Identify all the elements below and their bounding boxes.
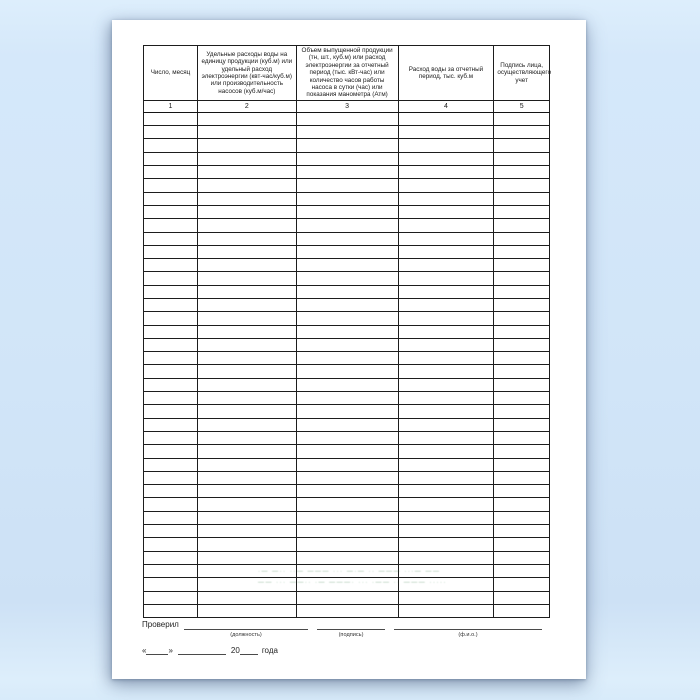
empty-cell xyxy=(494,418,550,431)
empty-cell xyxy=(494,192,550,205)
empty-cell xyxy=(144,179,198,192)
table-row xyxy=(144,312,550,325)
empty-cell xyxy=(398,166,494,179)
empty-cell xyxy=(197,126,296,139)
position-signature-field xyxy=(184,620,308,638)
empty-cell xyxy=(494,259,550,272)
empty-cell xyxy=(144,498,198,511)
empty-cell xyxy=(398,564,494,577)
column-number: 2 xyxy=(197,100,296,112)
column-number: 5 xyxy=(494,100,550,112)
table-row xyxy=(144,485,550,498)
signature-hint: (подпись) xyxy=(338,631,364,638)
empty-cell xyxy=(398,431,494,444)
empty-cell xyxy=(296,285,398,298)
checked-by-label: Проверил xyxy=(142,620,179,629)
empty-cell xyxy=(197,378,296,391)
table-row xyxy=(144,112,550,125)
empty-cell xyxy=(296,166,398,179)
table-row xyxy=(144,498,550,511)
empty-cell xyxy=(197,232,296,245)
table-row xyxy=(144,325,550,338)
empty-cell xyxy=(144,245,198,258)
table-row xyxy=(144,418,550,431)
empty-cell xyxy=(398,299,494,312)
empty-cell xyxy=(197,591,296,604)
empty-cell xyxy=(296,192,398,205)
empty-cell xyxy=(144,352,198,365)
empty-cell xyxy=(296,312,398,325)
empty-cell xyxy=(398,312,494,325)
empty-cell xyxy=(494,245,550,258)
table-row xyxy=(144,525,550,538)
empty-cell xyxy=(197,219,296,232)
year-century: 20 xyxy=(230,646,240,655)
table-row xyxy=(144,192,550,205)
empty-cell xyxy=(144,485,198,498)
table-row xyxy=(144,126,550,139)
empty-cell xyxy=(398,192,494,205)
empty-cell xyxy=(197,338,296,351)
empty-cell xyxy=(494,179,550,192)
table-row xyxy=(144,139,550,152)
empty-cell xyxy=(494,445,550,458)
empty-cell xyxy=(398,405,494,418)
empty-cell xyxy=(296,511,398,524)
empty-cell xyxy=(296,431,398,444)
column-number-row xyxy=(144,100,550,112)
empty-cell xyxy=(144,445,198,458)
empty-cell xyxy=(197,458,296,471)
open-quote: « xyxy=(142,646,147,655)
empty-cell xyxy=(296,458,398,471)
empty-cell xyxy=(197,405,296,418)
empty-cell xyxy=(494,152,550,165)
empty-cell xyxy=(398,272,494,285)
table-row xyxy=(144,564,550,577)
empty-cell xyxy=(144,139,198,152)
footer-signature-block xyxy=(142,620,554,670)
empty-cell xyxy=(144,578,198,591)
empty-cell xyxy=(144,405,198,418)
empty-cell xyxy=(494,139,550,152)
empty-cell xyxy=(296,405,398,418)
year-blank-line xyxy=(240,646,258,655)
empty-cell xyxy=(398,112,494,125)
empty-cell xyxy=(494,285,550,298)
empty-cell xyxy=(494,591,550,604)
empty-cell xyxy=(144,392,198,405)
empty-cell xyxy=(197,205,296,218)
empty-cell xyxy=(296,272,398,285)
empty-cell xyxy=(144,112,198,125)
empty-cell xyxy=(398,325,494,338)
table-row xyxy=(144,604,550,617)
empty-cell xyxy=(398,392,494,405)
water-consumption-record-table xyxy=(143,45,550,618)
empty-cell xyxy=(296,112,398,125)
empty-cell xyxy=(197,498,296,511)
empty-cell xyxy=(296,338,398,351)
empty-cell xyxy=(494,378,550,391)
empty-cell xyxy=(197,511,296,524)
empty-cell xyxy=(494,299,550,312)
table-row xyxy=(144,179,550,192)
empty-cell xyxy=(197,392,296,405)
empty-cell xyxy=(398,498,494,511)
empty-cell xyxy=(144,126,198,139)
empty-cell xyxy=(494,458,550,471)
empty-cell xyxy=(398,378,494,391)
empty-cell xyxy=(144,166,198,179)
empty-cell xyxy=(494,365,550,378)
empty-cell xyxy=(494,431,550,444)
empty-cell xyxy=(296,245,398,258)
table-header xyxy=(144,46,550,113)
empty-cell xyxy=(296,498,398,511)
empty-cell xyxy=(494,126,550,139)
empty-cell xyxy=(197,538,296,551)
empty-cell xyxy=(398,538,494,551)
empty-cell xyxy=(398,511,494,524)
empty-cell xyxy=(494,564,550,577)
empty-cell xyxy=(197,152,296,165)
table-row xyxy=(144,166,550,179)
empty-cell xyxy=(296,445,398,458)
empty-cell xyxy=(398,471,494,484)
table-row xyxy=(144,338,550,351)
table-row xyxy=(144,285,550,298)
empty-cell xyxy=(144,232,198,245)
empty-cell xyxy=(296,392,398,405)
document-page xyxy=(112,20,586,679)
table-row xyxy=(144,431,550,444)
table-row xyxy=(144,219,550,232)
empty-cell xyxy=(398,365,494,378)
empty-cell xyxy=(144,325,198,338)
column-header-date: Число, месяц xyxy=(144,46,198,101)
empty-cell xyxy=(296,259,398,272)
column-header-signature: Подпись лица, осуществляющего учет xyxy=(494,46,550,101)
table-row xyxy=(144,392,550,405)
empty-cell xyxy=(398,245,494,258)
empty-cell xyxy=(494,405,550,418)
empty-cell xyxy=(197,312,296,325)
empty-cell xyxy=(296,299,398,312)
column-number: 4 xyxy=(398,100,494,112)
table-row xyxy=(144,591,550,604)
watermark-line: —— ··· ——·· ·— ———· ··· ·—— ·· ——— ····· xyxy=(258,580,447,586)
empty-cell xyxy=(296,578,398,591)
full-name-hint: (ф.и.о.) xyxy=(458,631,478,638)
empty-cell xyxy=(144,525,198,538)
empty-cell xyxy=(494,232,550,245)
empty-cell xyxy=(398,126,494,139)
table-row xyxy=(144,365,550,378)
empty-cell xyxy=(494,511,550,524)
table-row xyxy=(144,245,550,258)
table-row xyxy=(144,232,550,245)
table-row xyxy=(144,471,550,484)
empty-cell xyxy=(197,139,296,152)
empty-cell xyxy=(144,551,198,564)
empty-cell xyxy=(494,392,550,405)
empty-cell xyxy=(144,511,198,524)
empty-cell xyxy=(144,192,198,205)
empty-cell xyxy=(197,365,296,378)
empty-cell xyxy=(296,418,398,431)
signature-blank-line xyxy=(317,620,385,630)
table-row xyxy=(144,458,550,471)
empty-cell xyxy=(296,564,398,577)
empty-cell xyxy=(197,352,296,365)
table-row xyxy=(144,405,550,418)
signature-field xyxy=(317,620,385,638)
table-row xyxy=(144,205,550,218)
empty-cell xyxy=(197,445,296,458)
empty-cell xyxy=(197,525,296,538)
empty-cell xyxy=(398,485,494,498)
empty-cell xyxy=(296,232,398,245)
column-number: 1 xyxy=(144,100,198,112)
empty-cell xyxy=(398,578,494,591)
date-line xyxy=(142,646,278,655)
column-number: 3 xyxy=(296,100,398,112)
empty-cell xyxy=(398,591,494,604)
table-row xyxy=(144,378,550,391)
empty-cell xyxy=(398,219,494,232)
empty-cell xyxy=(197,551,296,564)
empty-cell xyxy=(494,166,550,179)
empty-cell xyxy=(494,272,550,285)
column-header-output-volume: Объем выпущенной продукции (тн, шт., куб.м) или расход электроэнергии за отчетный период (тыс. кВт-час) или количество часов работы насоса в сутки (час) или показания манометра (Атм) xyxy=(296,46,398,101)
position-blank-line xyxy=(184,620,308,630)
empty-cell xyxy=(398,445,494,458)
empty-cell xyxy=(296,525,398,538)
empty-cell xyxy=(398,139,494,152)
empty-cell xyxy=(296,352,398,365)
table-row xyxy=(144,445,550,458)
empty-cell xyxy=(398,259,494,272)
empty-cell xyxy=(494,312,550,325)
empty-cell xyxy=(296,591,398,604)
empty-cell xyxy=(144,431,198,444)
empty-cell xyxy=(144,259,198,272)
empty-cell xyxy=(197,166,296,179)
empty-cell xyxy=(398,179,494,192)
empty-cell xyxy=(494,525,550,538)
empty-cell xyxy=(197,299,296,312)
empty-cell xyxy=(197,245,296,258)
empty-cell xyxy=(144,591,198,604)
empty-cell xyxy=(197,564,296,577)
table-row xyxy=(144,299,550,312)
position-hint: (должность) xyxy=(230,631,262,638)
empty-cell xyxy=(197,325,296,338)
empty-cell xyxy=(197,418,296,431)
empty-cell xyxy=(197,272,296,285)
empty-cell xyxy=(494,352,550,365)
empty-cell xyxy=(296,139,398,152)
empty-cell xyxy=(197,285,296,298)
empty-cell xyxy=(398,418,494,431)
table-row xyxy=(144,272,550,285)
table-row xyxy=(144,551,550,564)
empty-cell xyxy=(494,338,550,351)
empty-cell xyxy=(197,431,296,444)
table-row xyxy=(144,152,550,165)
column-header-water-consumption: Расход воды за отчетный период, тыс. куб.м xyxy=(398,46,494,101)
empty-cell xyxy=(398,338,494,351)
empty-cell xyxy=(296,325,398,338)
empty-cell xyxy=(144,152,198,165)
empty-cell xyxy=(398,525,494,538)
empty-cell xyxy=(398,458,494,471)
empty-cell xyxy=(296,604,398,617)
empty-cell xyxy=(144,365,198,378)
empty-cell xyxy=(398,604,494,617)
empty-cell xyxy=(144,299,198,312)
empty-cell xyxy=(144,604,198,617)
empty-cell xyxy=(296,378,398,391)
close-quote: » xyxy=(168,646,173,655)
empty-cell xyxy=(398,551,494,564)
empty-cell xyxy=(494,538,550,551)
empty-cell xyxy=(494,578,550,591)
empty-cell xyxy=(144,272,198,285)
empty-cell xyxy=(494,485,550,498)
empty-cell xyxy=(296,485,398,498)
empty-cell xyxy=(144,538,198,551)
year-suffix: года xyxy=(261,646,278,655)
table-row xyxy=(144,538,550,551)
empty-cell xyxy=(494,551,550,564)
day-blank-line xyxy=(146,646,168,655)
month-blank-line xyxy=(178,646,226,655)
empty-cell xyxy=(494,219,550,232)
empty-cell xyxy=(144,285,198,298)
empty-cell xyxy=(144,564,198,577)
empty-cell xyxy=(398,152,494,165)
full-name-blank-line xyxy=(394,620,542,630)
table-row xyxy=(144,352,550,365)
empty-cell xyxy=(296,538,398,551)
watermark-line: ·— —·· ··— ——— ··· —·— ·· ——— ···— —— xyxy=(258,569,441,575)
empty-cell xyxy=(296,219,398,232)
empty-cell xyxy=(296,551,398,564)
empty-cell xyxy=(197,578,296,591)
column-header-specific-consumption: Удельные расходы воды на единицу продукции (куб.м) или удельный расход электроэнергии (квт-час/куб.м) или производительность насосов (куб.м/час) xyxy=(197,46,296,101)
empty-cell xyxy=(144,378,198,391)
empty-cell xyxy=(398,205,494,218)
empty-cell xyxy=(296,365,398,378)
full-name-field xyxy=(394,620,542,638)
empty-cell xyxy=(197,112,296,125)
empty-cell xyxy=(144,471,198,484)
empty-cell xyxy=(398,232,494,245)
empty-cell xyxy=(144,219,198,232)
empty-cell xyxy=(197,604,296,617)
empty-cell xyxy=(197,179,296,192)
empty-cell xyxy=(197,485,296,498)
empty-cell xyxy=(144,338,198,351)
empty-cell xyxy=(144,458,198,471)
empty-cell xyxy=(197,259,296,272)
empty-cell xyxy=(144,205,198,218)
empty-cell xyxy=(197,471,296,484)
empty-cell xyxy=(494,498,550,511)
empty-cell xyxy=(398,285,494,298)
empty-cell xyxy=(144,312,198,325)
empty-cell xyxy=(296,471,398,484)
empty-cell xyxy=(296,179,398,192)
table-row xyxy=(144,578,550,591)
table-row xyxy=(144,511,550,524)
empty-cell xyxy=(494,604,550,617)
header-row xyxy=(144,46,550,101)
empty-cell xyxy=(296,126,398,139)
empty-cell xyxy=(494,325,550,338)
empty-cell xyxy=(144,418,198,431)
empty-cell xyxy=(494,471,550,484)
table-body xyxy=(144,112,550,617)
empty-cell xyxy=(494,205,550,218)
empty-cell xyxy=(296,205,398,218)
empty-cell xyxy=(398,352,494,365)
empty-cell xyxy=(296,152,398,165)
empty-cell xyxy=(494,112,550,125)
table-row xyxy=(144,259,550,272)
empty-cell xyxy=(197,192,296,205)
